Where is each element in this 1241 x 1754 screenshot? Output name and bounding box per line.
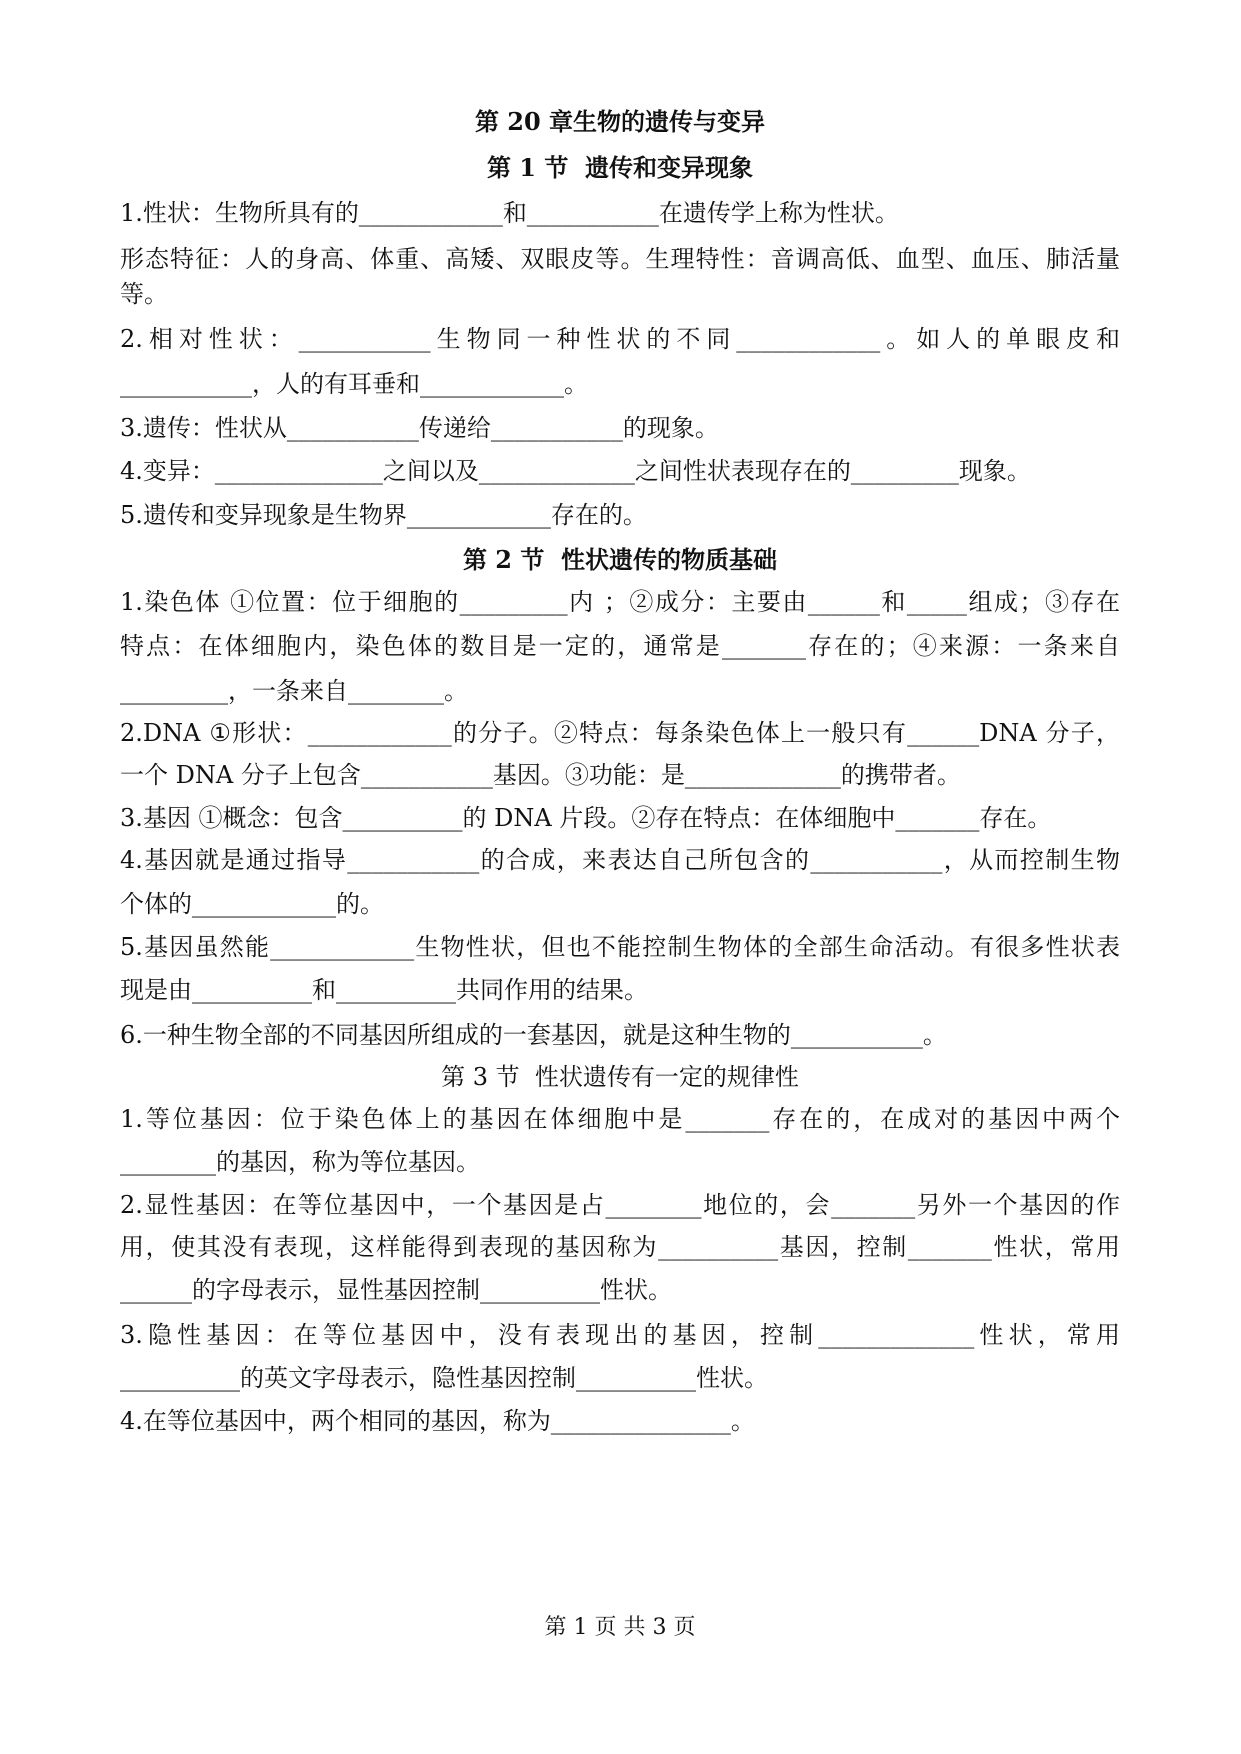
item-2-4: 4.基因就是通过指导___________的合成，来表达自己所包含的___________，从而控制生物 bbox=[120, 846, 1120, 874]
item-2-1: 1.染色体 ①位置：位于细胞的_________内 ；②成分：主要由______和_____组成；③存在 bbox=[120, 588, 1120, 616]
item-2-3: 3.基因 ①概念：包含__________的 DNA 片段。②存在特点：在体细胞中_______存在。 bbox=[120, 804, 1052, 832]
item-1-5: 5.遗传和变异现象是生物界____________存在的。 bbox=[120, 501, 647, 529]
item-3-2: 2.显性基因：在等位基因中，一个基因是占________地位的，会_______另外一个基因的作 bbox=[120, 1191, 1120, 1219]
section-1-heading: 第 1 节 遗传和变异现象 bbox=[486, 153, 754, 182]
item-2-1-cont2: _________，一条来自________。 bbox=[120, 677, 468, 705]
item-1-2: 2.相对性状：___________生物同一种性状的不同____________。如人的单眼皮和 bbox=[120, 325, 1120, 353]
page-footer: 第 1 页 共 3 页 bbox=[544, 1615, 696, 1640]
item-3-4: 4.在等位基因中，两个相同的基因，称为_______________。 bbox=[120, 1407, 755, 1435]
item-3-1: 1.等位基因：位于染色体上的基因在体细胞中是_______存在的，在成对的基因中两个 bbox=[120, 1105, 1120, 1133]
section-3-heading: 第 3 节 性状遗传有一定的规律性 bbox=[441, 1063, 799, 1091]
item-3-2-cont2: ______的字母表示，显性基因控制__________性状。 bbox=[120, 1276, 672, 1304]
item-2-2: 2.DNA ①形状：____________的分子。②特点：每条染色体上一般只有______DNA 分子， bbox=[120, 719, 1120, 747]
chapter-title: 第 20 章生物的遗传与变异 bbox=[474, 107, 766, 136]
item-1-4: 4.变异：______________之间以及_____________之间性状表现存在的_________现象。 bbox=[120, 457, 1031, 485]
item-2-4-cont: 个体的____________的。 bbox=[120, 890, 384, 918]
item-1-1-form: 形态特征：人的身高、体重、高矮、双眼皮等。生理特性：音调高低、血型、血压、肺活量 bbox=[120, 245, 1120, 273]
item-1-3: 3.遗传：性状从___________传递给___________的现象。 bbox=[120, 414, 719, 442]
item-3-1-cont: ________的基因，称为等位基因。 bbox=[120, 1148, 480, 1176]
section-2-heading: 第 2 节 性状遗传的物质基础 bbox=[462, 545, 778, 574]
item-3-3-cont: __________的英文字母表示，隐性基因控制__________性状。 bbox=[120, 1364, 768, 1392]
item-2-5: 5.基因虽然能____________生物性状，但也不能控制生物体的全部生命活动。有很多性状表 bbox=[120, 933, 1120, 961]
item-2-2-cont: 一个 DNA 分子上包含___________基因。③功能：是_____________的携带者。 bbox=[120, 761, 961, 789]
item-3-3: 3.隐性基因：在等位基因中，没有表现出的基因，控制_____________性状，常用 bbox=[120, 1321, 1120, 1349]
item-2-1-cont: 特点：在体细胞内，染色体的数目是一定的，通常是_______存在的；④来源：一条来自 bbox=[120, 632, 1120, 660]
item-1-1: 1.性状：生物所具有的____________和___________在遗传学上称为性状。 bbox=[120, 199, 899, 227]
item-2-6: 6.一种生物全部的不同基因所组成的一套基因，就是这种生物的___________。 bbox=[120, 1021, 947, 1049]
item-3-2-cont: 用，使其没有表现，这样能得到表现的基因称为__________基因，控制_______性状，常用 bbox=[120, 1233, 1120, 1261]
item-2-5-cont: 现是由__________和__________共同作用的结果。 bbox=[120, 976, 648, 1004]
item-1-2-cont: ___________，人的有耳垂和____________。 bbox=[120, 370, 588, 398]
item-1-1-form-cont: 等。 bbox=[120, 280, 168, 308]
